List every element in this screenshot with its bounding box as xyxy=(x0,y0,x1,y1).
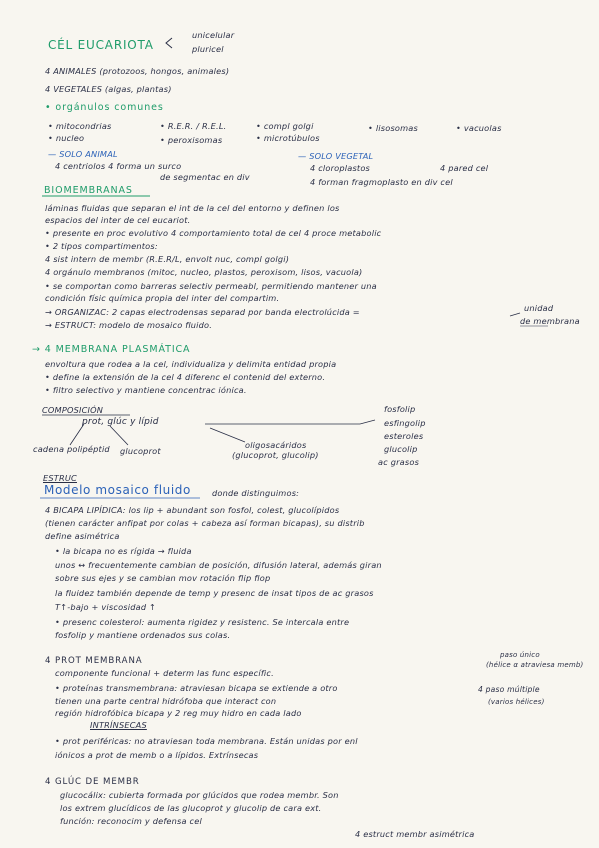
type-vegetals: 4 VEGETALES (algas, plantas) xyxy=(45,84,172,94)
text-line: tienen una parte central hidrófoba que interact con xyxy=(55,696,277,706)
organulo-item: • peroxisomas xyxy=(160,135,223,145)
text-line: • la bicapa no es rígida → fluida xyxy=(55,546,192,556)
branch-line xyxy=(360,420,375,424)
side-note: paso único xyxy=(500,651,540,659)
lipid-item: fosfolip xyxy=(384,404,416,414)
solo-vegetal-title: — SOLO VEGETAL xyxy=(298,151,374,161)
comp-right: oligosacáridos xyxy=(245,440,307,450)
section-title-glucidos: 4 GLÚC DE MEMBR xyxy=(45,777,140,787)
solo-vegetal-text-b: 4 pared cel xyxy=(440,163,489,173)
lipid-item: esfingolip xyxy=(384,418,426,428)
text-line: función: reconocim y defensa cel xyxy=(60,816,202,826)
text-line: 4 orgánulo membranos (mitoc, nucleo, plastos, peroxisom, lisos, vacuola) xyxy=(45,267,363,277)
organulo-item: • nucleo xyxy=(48,133,85,143)
side-note: unidad xyxy=(524,303,554,313)
organulo-item: • compl golgi xyxy=(256,121,314,131)
solo-animal-title: — SOLO ANIMAL xyxy=(48,149,118,159)
text-line: componente funcional + determ las func específic. xyxy=(55,668,274,678)
text-line: fosfolip y mantiene ordenados sus colas. xyxy=(55,630,231,640)
text-line: 4 estruct membr asimétrica xyxy=(355,829,475,839)
page-title: CÉL EUCARIOTA xyxy=(48,38,154,52)
composicion-row: prot, glúc y lípid xyxy=(82,417,159,427)
comp-right2: (glucoprot, glucolip) xyxy=(232,450,319,460)
comp-left: cadena polipéptid xyxy=(33,444,110,454)
branch-line xyxy=(210,428,245,442)
solo-animal-text2: de segmentac en div xyxy=(160,172,250,182)
text-line: • filtro selectivo y mantiene concentrac iónica. xyxy=(45,385,247,395)
section-title-proteinas: 4 PROT MEMBRANA xyxy=(45,656,143,666)
text-line: INTRÍNSECAS xyxy=(90,720,147,730)
side-note: (varios hélices) xyxy=(488,698,545,706)
text-line: define asimétrica xyxy=(45,531,120,541)
branch-line xyxy=(70,424,84,445)
text-line: unos ↔ frecuentemente cambian de posición, difusión lateral, además giran xyxy=(55,560,382,570)
organulo-item: • vacuolas xyxy=(456,123,502,133)
text-line: láminas fluidas que separan el int de la cel del entorno y definen los xyxy=(45,203,340,213)
type-animals: 4 ANIMALES (protozoos, hongos, animales) xyxy=(45,66,230,76)
text-line: → ORGANIZAC: 2 capas electrodensas separad por banda electrolúcida = xyxy=(45,307,360,317)
text-line: condición físic química propia del inter del compartim. xyxy=(45,293,280,303)
bracket-mark xyxy=(166,38,172,48)
text-line: • se comportan como barreras selectiv permeabl, permitiendo mantener una xyxy=(45,281,377,291)
text-line: espacios del inter de cel eucariot. xyxy=(45,215,191,225)
organulo-item: • mitocondrias xyxy=(48,121,112,131)
arrow-line xyxy=(510,313,520,316)
text-line: sobre sus ejes y se cambian mov rotación flip flop xyxy=(55,573,271,583)
title-note-pluricel: pluricel xyxy=(192,44,224,54)
estruc-title-rest: donde distinguimos: xyxy=(212,488,300,498)
text-line: • presente en proc evolutivo 4 comportamiento total de cel 4 proce metabolic xyxy=(45,228,382,238)
text-line: la fluidez también depende de temp y presenc de insat tipos de ac grasos xyxy=(55,588,374,598)
text-line: región hidrofóbica bicapa y 2 reg muy hidro en cada lado xyxy=(55,708,302,718)
text-line: T↑-bajo + viscosidad ↑ xyxy=(55,602,157,612)
side-note: de membrana xyxy=(520,316,580,326)
organulo-item: • microtúbulos xyxy=(256,133,320,143)
text-line: • presenc colesterol: aumenta rigidez y resistenc. Se intercala entre xyxy=(55,617,350,627)
solo-vegetal-text2: 4 forman fragmoplasto en div cel xyxy=(310,177,453,187)
text-line: • prot periféricas: no atraviesan toda membrana. Están unidas por enl xyxy=(55,736,358,746)
estruc-label: ESTRUC xyxy=(43,473,77,483)
text-line: envoltura que rodea a la cel, individualiza y delimita entidad propia xyxy=(45,359,337,369)
text-line: • proteínas transmembrana: atraviesan bicapa se extiende a otro xyxy=(55,683,338,693)
section-title-membrana: → 4 MEMBRANA PLASMÁTICA xyxy=(32,344,191,355)
side-note: (hélice α atraviesa memb) xyxy=(486,661,584,669)
lipid-item: glucolip xyxy=(384,444,418,454)
organulo-item: • lisosomas xyxy=(368,123,418,133)
text-line: 4 sist intern de membr (R.E.R/L, envolt nuc, compl golgi) xyxy=(45,254,290,264)
lipid-item: esteroles xyxy=(384,431,424,441)
text-line: los extrem glucídicos de las glucoprot y glucolip de cara ext. xyxy=(60,803,322,813)
solo-vegetal-text: 4 cloroplastos xyxy=(310,163,371,173)
lipid-item: ac grasos xyxy=(378,457,420,467)
text-line: (tienen carácter anfipat por colas + cabeza así forman bicapas), su distrib xyxy=(45,518,365,528)
title-note-unicelular: unicelular xyxy=(192,30,235,40)
side-note: 4 paso múltiple xyxy=(478,685,540,694)
section-title-biomembranas: BIOMEMBRANAS xyxy=(44,185,133,196)
comp-left2: glucoprot xyxy=(120,446,161,456)
text-line: iónicos a prot de memb o a lípidos. Extrínsecas xyxy=(55,750,259,760)
solo-animal-text: 4 centriolos 4 forma un surco xyxy=(55,161,182,171)
text-line: 4 BICAPA LIPÍDICA: los lip + abundant son fosfol, colest, glucolípidos xyxy=(45,505,340,515)
text-line: glucocálix: cubierta formada por glúcidos que rodea membr. Son xyxy=(60,790,339,800)
organulos-title: • orgánulos comunes xyxy=(45,102,164,113)
organulo-item: • R.E.R. / R.E.L. xyxy=(160,121,227,131)
text-line: → ESTRUCT: modelo de mosaico fluido. xyxy=(45,320,213,330)
text-line: • 2 tipos compartimentos: xyxy=(45,241,158,251)
text-line: • define la extensión de la cel 4 diferenc el contenid del externo. xyxy=(45,372,326,382)
estruc-title: Modelo mosaico fluido xyxy=(44,483,191,497)
branch-line xyxy=(110,426,128,445)
composicion-label: COMPOSICIÓN xyxy=(42,405,104,415)
